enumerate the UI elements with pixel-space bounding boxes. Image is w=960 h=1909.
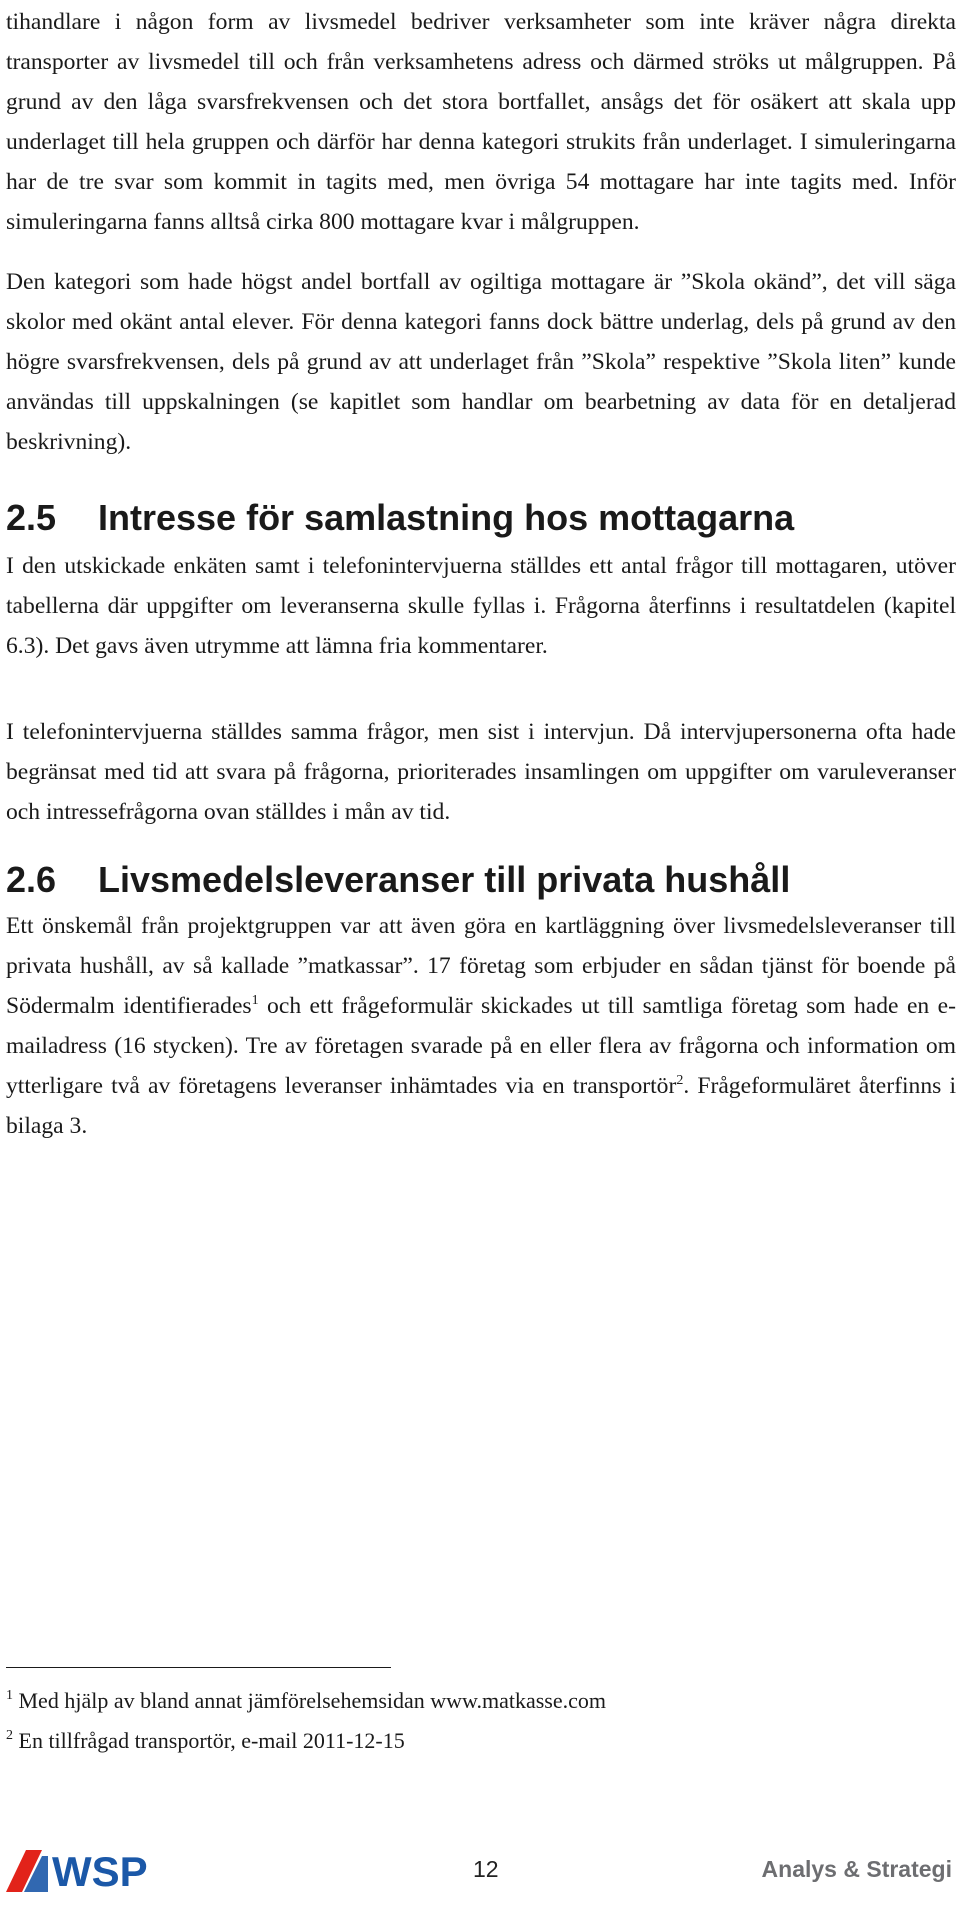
section-heading-2-6 [6, 858, 956, 902]
paragraph-phone-interviews [6, 712, 956, 832]
paragraph-segment: och ett frågeformulär skickades ut till samtliga företag som hade en e-mailadress (16 stycken). Tre av företagen svarade på en eller flera av frågorna och information om ytterligare två av företagens leveranser inhämtades via en transportör [6, 993, 956, 1099]
paragraph-survey-questions [6, 546, 956, 666]
footnote-reference-1: 1 [251, 993, 259, 1008]
footnote-number: 1 [6, 1688, 13, 1703]
footnote-reference-2: 2 [676, 1073, 684, 1088]
section-title: Livsmedelsleveranser till privata hushåll [98, 859, 791, 900]
paragraph-text: tihandlare i någon form av livsmedel bedriver verksamheter som inte kräver några direkta transporter av livsmedel till och från verksamhetens adress och därmed ströks ut målgruppen. På grund av den låga svarsfrekvensen och det stora bortfallet, ansågs det för osäkert att skala upp underlaget till hela gruppen och därför har denna kategori strukits från underlaget. I simuleringarna har de tre svar som kommit in tagits med, men övriga 54 mottagare har inte tagits med. Inför simuleringarna fanns alltså cirka 800 mottagare kvar i målgruppen. [6, 9, 956, 235]
paragraph-text: I telefonintervjuerna ställdes samma frågor, men sist i intervjun. Då intervjupersonerna ofta hade begränsat med tid att svara på frågorna, prioriterades insamlingen om uppgifter om varuleveranser och intressefrågorna ovan ställdes i mån av tid. [6, 719, 956, 825]
paragraph-text: I den utskickade enkäten samt i telefonintervjuerna ställdes ett antal frågor till mottagaren, utöver tabellerna där uppgifter om leveranserna skulle fyllas i. Frågorna återfinns i resultatdelen (kapitel 6.3). Det gavs även utrymme att lämna fria kommentarer. [6, 553, 956, 659]
page-number: 12 [473, 1856, 499, 1882]
footnote-divider [6, 1667, 391, 1668]
section-number: 2.6 [6, 859, 57, 900]
paragraph-segment: . Frågeformuläret återfinns i bilaga 3. [6, 1073, 957, 1139]
footnote-text: Med hjälp av bland annat jämförelsehemsidan www.matkasse.com [18, 1688, 607, 1713]
footnote-1 [6, 1686, 606, 1716]
footnote-number: 2 [6, 1728, 13, 1743]
paragraph-text [6, 906, 956, 1146]
section-heading-2-5 [6, 496, 956, 540]
footnote-text: En tillfrågad transportör, e-mail 2011-12-15 [18, 1728, 405, 1753]
paragraph-home-deliveries [6, 906, 956, 1146]
paragraph-text: Den kategori som hade högst andel bortfall av ogiltiga mottagare är ”Skola okänd”, det vill säga skolor med okänt antal elever. För denna kategori fanns dock bättre underlag, dels på grund av den högre svarsfrekvensen, dels på grund av att underlaget från ”Skola” respektive ”Skola liten” kunde användas till uppskalningen (se kapitlet som handlar om bearbetning av data för en detaljerad beskrivning). [6, 269, 956, 455]
logo-wordmark: WSP [52, 1848, 148, 1894]
section-title: Intresse för samlastning hos mottagarna [98, 497, 795, 538]
paragraph-target-group-removal [6, 2, 956, 242]
wsp-logo [4, 1844, 194, 1894]
paragraph-highest-dropout [6, 262, 956, 462]
footnote-2 [6, 1726, 405, 1756]
footer-brand: Analys & Strategi [761, 1856, 952, 1882]
section-number: 2.5 [6, 497, 57, 538]
page-footer [0, 1844, 960, 1900]
paragraph-segment: Ett önskemål från projektgruppen var att även göra en kartläggning över livsmedelsleveranser till privata hushåll, av så kallade ”matkassar”. 17 företag som erbjuder en sådan tjänst för boende på Södermalm identifierades [6, 913, 956, 1019]
